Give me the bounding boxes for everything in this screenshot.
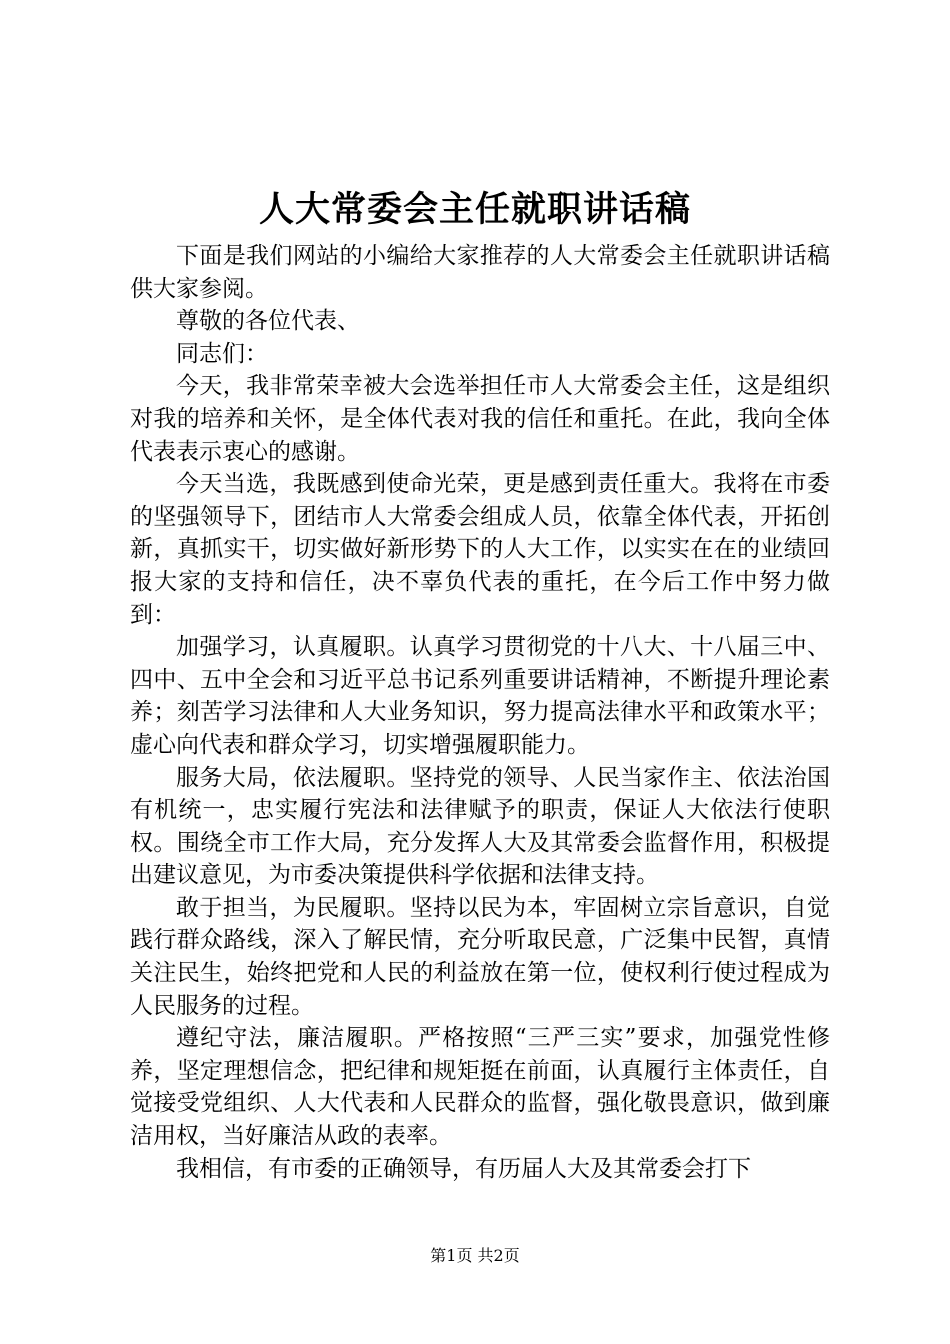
paragraph-greeting: 同志们：: [176, 340, 268, 367]
paragraph-study: 加强学习，认真履职。认真学习贯彻党的十八大、十八届三中、四中、五中全会和习近平总书记系列重要讲话精神，不断提升理论素养；刻苦学习法律和人大业务知识，努力提高法律水平和政策水平；虚心向代表和群众学习，切实增强履职能力。: [130, 634, 830, 758]
paragraph-intro: 下面是我们网站的小编给大家推荐的人大常委会主任就职讲话稿供大家参阅。: [130, 243, 830, 302]
paragraph-commitment: 今天当选，我既感到使命光荣，更是感到责任重大。我将在市委的坚强领导下，团结市人大常委会组成人员，依靠全体代表，开拓创新，真抓实干，切实做好新形势下的人大工作，以实实在在的业绩回报大家的支持和信任，决不辜负代表的重托，在今后工作中努力做到：: [130, 471, 830, 628]
paragraph-salutation: 尊敬的各位代表、: [176, 308, 360, 335]
paragraph-thanks: 今天，我非常荣幸被大会选举担任市人大常委会主任，这是组织对我的培养和关怀，是全体代表对我的信任和重托。在此，我向全体代表表示衷心的感谢。: [130, 373, 830, 465]
paragraph-discipline: 遵纪守法，廉洁履职。严格按照“三严三实”要求，加强党性修养，坚定理想信念，把纪律和规矩挺在前面，认真履行主体责任，自觉接受党组织、人大代表和人民群众的监督，强化敬畏意识，做到廉洁用权，当好廉洁从政的表率。: [130, 1025, 830, 1150]
paragraph-closing: 我相信，有市委的正确领导，有历届人大及其常委会打下: [176, 1155, 751, 1182]
paragraph-serve: 服务大局，依法履职。坚持党的领导、人民当家作主、依法治国有机统一，忠实履行宪法和法律赋予的职责，保证人大依法行使职权。围绕全市工作大局，充分发挥人大及其常委会监督作用，积极提出建议意见，为市委决策提供科学依据和法律支持。: [130, 764, 830, 889]
paragraph-responsibility: 敢于担当，为民履职。坚持以民为本，牢固树立宗旨意识，自觉践行群众路线，深入了解民情，充分听取民意，广泛集中民智，真情关注民生，始终把党和人民的利益放在第一位，使权利行使过程成为人民服务的过程。: [130, 894, 830, 1019]
document-body: [130, 240, 830, 1185]
page-number: 第1页 共2页: [430, 1246, 520, 1265]
document-title: 人大常委会主任就职讲话稿: [258, 189, 691, 230]
